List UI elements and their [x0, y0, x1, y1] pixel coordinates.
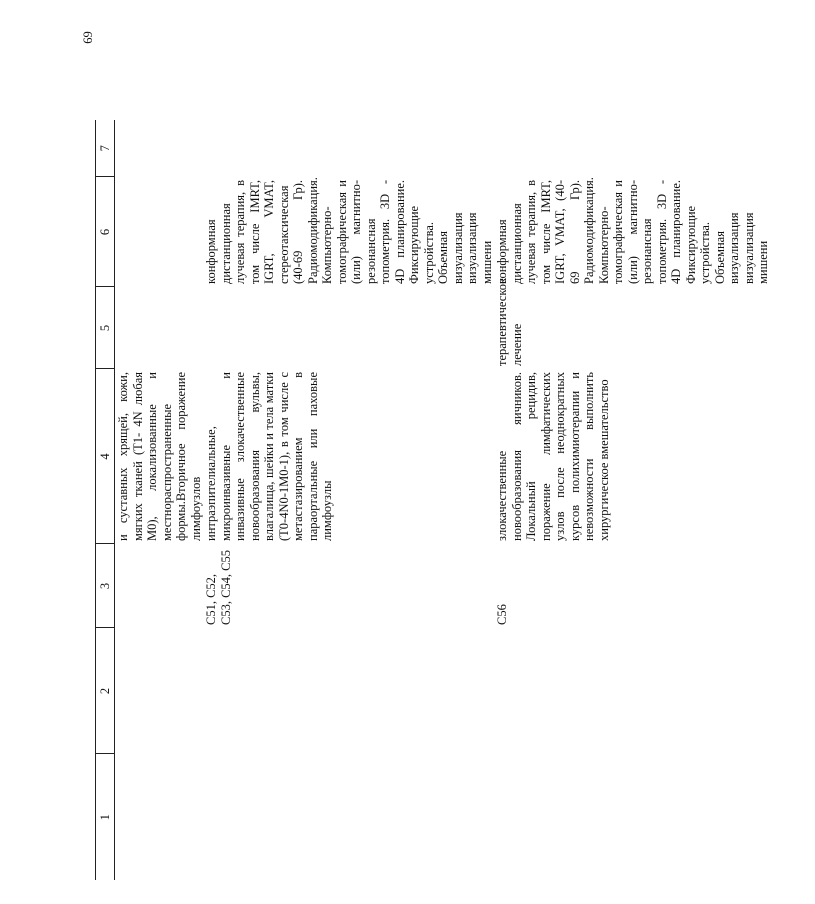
cell-code: C51, C52, C53, C54, C55 [204, 549, 233, 625]
cell-code [115, 544, 204, 628]
cell-treatment-type: терапевтическое лечение [495, 278, 524, 366]
col-header-4: 4 [96, 369, 115, 544]
medical-care-table [95, 120, 771, 880]
rotated-table-container [95, 0, 815, 880]
cell-method: конформная дистанционная лучевая терапия, в том числе IMRT, IGRT, VMAT, стереотаксическая (40-69 Гр). Радиомодификация. Компьютерно-томографическая и (или) магнитно-резонансная топометрия. 3D - 4D планирование. Фиксирующие устройства. Объемная визуализация визуализация мишени [204, 177, 494, 284]
table-row [494, 120, 771, 880]
col-header-1: 1 [96, 754, 115, 880]
cell-method: конформная дистанционная лучевая терапия, в том числе IMRT, IGRT, VMAT, (40-69 Гр). Радиомодификация. Компьютерно-томографическая и (или) магнитно-резонансная топометрия. 3D - 4D планирование. Фиксирующие устройства. Объемная визуализация визуализация мишени [495, 177, 770, 284]
cell-diagnosis: интраэпителиальные, микроинвазивные и инвазивные злокачественные новообразования вульвы, влагалища, шейки и тела матки (T0-4N0-1M0-1), в том числе с метастазированием в параортальные или паховые лимфоузлы [204, 372, 334, 541]
cell-col7 [115, 120, 204, 177]
col-header-6: 6 [96, 177, 115, 287]
col-header-2: 2 [96, 628, 115, 754]
cell-diagnosis: и суставных хрящей, кожи, мягких тканей (T1- 4N любая M0), локализованные и местнораспространенные формы.Вторичное поражение лимфоузлов [116, 372, 203, 541]
table-row [115, 120, 204, 880]
cell-code: C56 [495, 604, 509, 625]
cell-col7 [203, 120, 494, 177]
cell-method [115, 177, 204, 287]
cell-col1 [115, 754, 204, 880]
cell-treatment-type [115, 287, 204, 369]
cell-col2 [494, 628, 771, 754]
cell-col2 [115, 628, 204, 754]
cell-col1 [203, 754, 494, 880]
cell-col1 [494, 754, 771, 880]
table-row [203, 120, 494, 880]
col-header-3: 3 [96, 544, 115, 628]
col-header-7: 7 [96, 120, 115, 177]
col-header-5: 5 [96, 287, 115, 369]
cell-diagnosis: злокачественные новообразования яичников. Локальный рецидив, поражение лимфатических узлов после неоднократных курсов полихимиотерапии и невозможности выполнить хирургическое вмешательство [495, 372, 611, 541]
header-row [96, 120, 115, 880]
page-number: 69 [80, 31, 95, 44]
cell-col7 [494, 120, 771, 177]
cell-col2 [203, 628, 494, 754]
cell-treatment-type [203, 287, 494, 369]
